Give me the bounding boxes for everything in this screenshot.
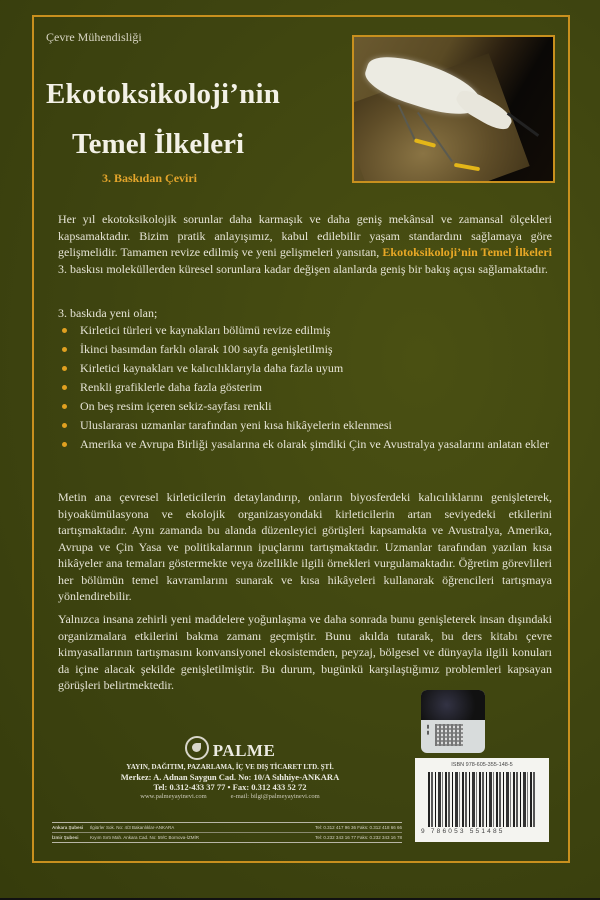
list-item-text: Amerika ve Avrupa Birliği yasalarına ek olarak şimdiki Çin ve Avustralya yasalarını anlatan ekler <box>80 437 550 451</box>
list-item-text: İkinci basımdan farklı olarak 100 sayfa genişletilmiş <box>80 342 333 356</box>
intro-text-end: 3. baskısı moleküllerden küresel sorunlara kadar değişen alanlarda geniş bir bakış açısı sağlamaktadır. <box>58 261 548 276</box>
new-features-intro: 3. baskıda yeni olan; <box>58 306 158 320</box>
publisher-block <box>60 735 400 800</box>
isbn-label: ISBN 978-605-355-148-5 <box>451 762 513 768</box>
publisher-name: PALME <box>212 741 276 760</box>
series-label: Çevre Mühendisliği <box>46 30 142 44</box>
list-item <box>58 398 552 416</box>
qr-code-icon <box>435 724 463 746</box>
publisher-logo-row <box>60 735 400 761</box>
branch-contact: Tel: 0.312 417 96 36 Faks: 0.312 418 66 66 <box>315 825 402 830</box>
publisher-phone: Tel: 0.312-433 37 77 • Fax: 0.312 433 52 72 <box>153 782 307 792</box>
list-item <box>58 322 552 340</box>
bullet-icon <box>62 442 67 447</box>
publisher-address: Merkez: A. Adnan Saygun Cad. No: 10/A Sıhhiye-ANKARA <box>120 772 340 782</box>
intro-text: Her yıl ekotoksikolojik sorunlar daha karmaşık ve daha geniş mekânsal ve zamansal ölçekleri kapsamaktadır. Bizim pratik anlayışımız, kabul edilebilir yaşam standardını sağlamaya göre gelişmelidir. Tamamen revize edilmiş ve yeni gelişmeleri yansıtan, <box>58 212 552 259</box>
branch-name: Ankara Şubesi <box>52 825 84 830</box>
list-item <box>58 341 552 359</box>
branch-address: Ilgiürler Sok. No: 4/3 Bakanlıklar-ANKARA <box>90 825 175 830</box>
bullet-icon <box>62 404 67 409</box>
description-paragraph: Metin ana çevresel kirleticilerin detaylandırıp, onların biyosferdeki kalıcılıklarını genişleterek, biyoakümülasyona ve ekolojik organizasyondaki kirleticilerin artan seviyedeki etkilerini tartışmaktadır. Aynı zamanda bu alanda düzenleyici görüşleri kapsamakta ve Avustralya, Amerika, Avrupa ve Çin Yasa ve politikalarının ipuçlarını tartışmaktadır. Uzmanlar tarafından yazılan kısa hikâyeler ana temaları göstermekte veya özellikle ilgili örnekleri vurgulamaktadır. Öğretim görevlileri her bölümün temel kavramlarını sunarak ve kısa hikâyeleri kullanarak öğrencileri tartışmaya yönlendirebilir. <box>58 490 552 603</box>
book-title-line1: Ekotoksikoloji’nin <box>46 78 281 110</box>
bullet-icon <box>62 423 67 428</box>
branch-address: Kıyım Sırtı Mah. Ankara Cad. No: 59/C Bornova-İZMİR <box>90 835 200 840</box>
publisher-contacts <box>60 793 400 800</box>
branch-row <box>52 832 402 842</box>
list-item-text: Renkli grafiklerle daha fazla gösterim <box>80 380 262 394</box>
qr-label: ▮▮ <box>425 724 431 736</box>
qr-area <box>421 720 485 750</box>
closing-paragraph: Yalnızca insana zehirli yeni maddelere yoğunlaşma ve daha sonrada bunu genişleterek insan dışındaki organizmalara etkilerini bakma zamanı geçmiştir. Bunu akılda tutarak, bu ders kitabı çevre kimyasallarının tartışmasını konvansiyonel ekosistemden, peyzaj, bölgesel ve dünyayla ilgili konuları da içine alacak şekilde genişletilmiştir. Bu durum, bugünkü karşılaştığımız problemleri kapsayan görüşleri belirtmektedir. <box>58 612 552 692</box>
list-item-text: Kirletici kaynakları ve kalıcılıklarıyla daha fazla uyum <box>80 361 344 375</box>
egret-photo <box>352 35 555 183</box>
branch-row <box>52 823 402 832</box>
branch-table <box>52 822 402 843</box>
branch-name: İzmir Şubesi <box>52 835 79 840</box>
new-features-list <box>58 322 552 455</box>
palme-logo-icon <box>185 736 209 760</box>
list-item-text: On beş resim içeren sekiz-sayfası renkli <box>80 399 272 413</box>
bullet-icon <box>62 347 67 352</box>
hologram-strip <box>421 690 485 720</box>
list-item <box>58 360 552 378</box>
book-title-line2: Temel İlkeleri <box>72 128 245 160</box>
publisher-website: www.palmeyayinevi.com <box>140 793 207 800</box>
bullet-icon <box>62 328 67 333</box>
isbn-barcode <box>415 758 549 842</box>
qr-sticker <box>421 690 485 753</box>
list-item <box>58 379 552 397</box>
publisher-company: YAYIN, DAĞITIM, PAZARLAMA, İÇ VE DIŞ TİCARET LTD. ŞTİ. <box>126 763 334 771</box>
list-item-text: Kirletici türleri ve kaynakları bölümü revize edilmiş <box>80 323 331 337</box>
intro-paragraph <box>58 211 552 277</box>
intro-highlight-title: Ekotoksikoloji’nin Temel İlkeleri <box>382 245 553 259</box>
list-item-text: Uluslararası uzmanlar tarafından yeni kısa hikâyelerin eklenmesi <box>80 418 392 432</box>
barcode-digits: 9 786053 551485 <box>421 828 505 835</box>
barcode-bars-icon <box>428 772 536 827</box>
branch-contact: Tel: 0.232 343 16 77 Faks: 0.232 343 16 78 <box>315 835 402 840</box>
list-item <box>58 436 552 454</box>
publisher-email: e-mail: bilgi@palmeyayinevi.com <box>230 793 320 800</box>
bullet-icon <box>62 385 67 390</box>
edition-label: 3. Baskıdan Çeviri <box>102 171 198 185</box>
list-item <box>58 417 552 435</box>
bullet-icon <box>62 366 67 371</box>
